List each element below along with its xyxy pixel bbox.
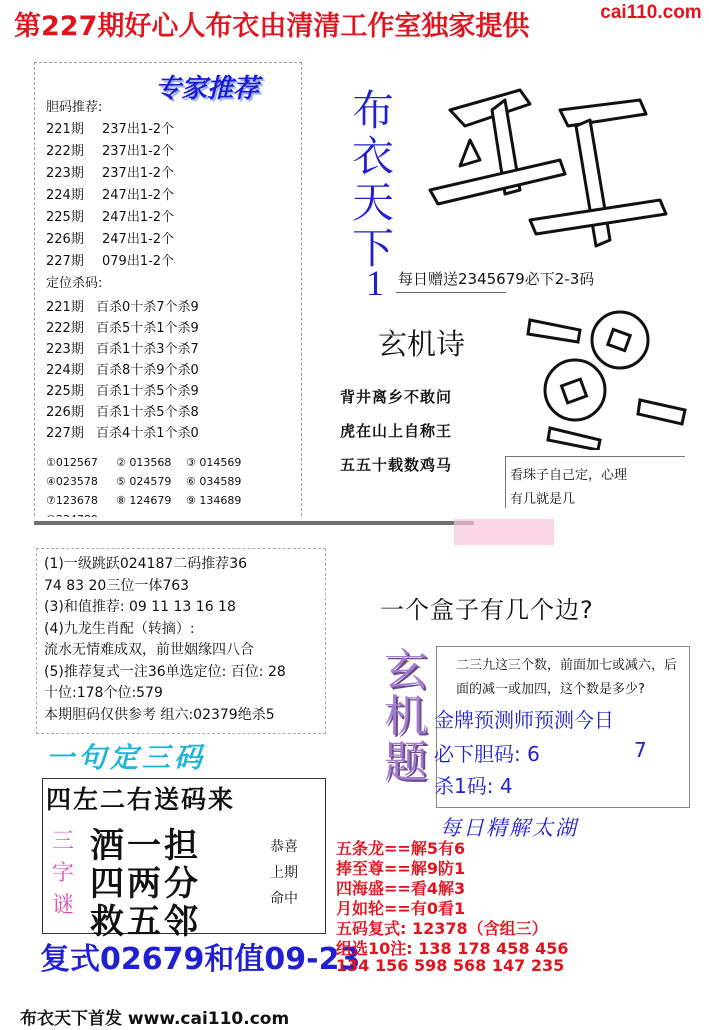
gift-line: 每日赠送2345679必下2-3码 — [398, 270, 595, 288]
group-item: ①012567 — [46, 456, 98, 469]
divider — [396, 292, 506, 293]
dan-value: 237出1-2个 — [102, 166, 175, 181]
fushi-line: 复式02679和值09-23 — [40, 942, 361, 977]
middle-left-line: 本期胆码仅供参考 组六:02379绝杀5 — [44, 706, 275, 723]
period-label: 221期 — [46, 300, 84, 315]
red-line: 五条龙==解5有6 — [336, 839, 466, 858]
dan-value: 079出1-2个 — [102, 254, 175, 269]
dan-value: 237出1-2个 — [102, 122, 175, 137]
group-item: ② 013568 — [116, 456, 172, 469]
period-label: 223期 — [46, 166, 84, 181]
kill-prediction: 杀1码: 4 — [434, 774, 513, 798]
kill-value: 百杀1十杀5个杀9 — [96, 384, 199, 399]
sanzi-label: 三字谜 — [51, 829, 74, 918]
kill-value: 百杀4十杀1个杀0 — [96, 426, 199, 441]
coins-icon — [520, 300, 690, 450]
dan-prediction-extra: 7 — [634, 738, 647, 762]
poem-line: 背井离乡不敢问 — [340, 388, 453, 406]
daily-hu-title: 每日精解太湖 — [440, 816, 578, 840]
group-item: ⑨ 134689 — [186, 494, 242, 507]
group-item: ⑧ 124679 — [116, 494, 172, 507]
page-title: 第227期好心人布衣由清清工作室独家提供 — [14, 11, 530, 42]
dan-value: 237出1-2个 — [102, 144, 175, 159]
red-line: 五码复式: 12378（含组三） — [336, 919, 548, 938]
riddle-line: 酒一担 — [90, 826, 201, 866]
middle-left-line: 十位:178个位:579 — [44, 685, 163, 701]
period-label: 225期 — [46, 384, 84, 399]
riddle-line: 救五邻 — [90, 902, 201, 942]
red-line: 捧至尊==解9防1 — [336, 859, 466, 878]
overlap-strip — [34, 517, 684, 545]
period-label: 223期 — [46, 342, 84, 357]
red-line: 组选10注: 138 178 458 456 — [336, 939, 569, 958]
period-label: 224期 — [46, 363, 84, 378]
dan-value: 247出1-2个 — [102, 188, 175, 203]
tip-line: 有几就是几 — [510, 492, 576, 507]
red-line: 134 156 598 568 147 235 — [336, 956, 565, 975]
kill-value: 百杀1十杀3个杀7 — [96, 342, 199, 357]
poem-title: 玄机诗 — [378, 327, 466, 361]
middle-left-line: (5)推荐复式一注36单选定位: 百位: 28 — [44, 663, 286, 680]
dan-label: 胆码推荐: — [46, 100, 103, 115]
period-label: 222期 — [46, 321, 84, 336]
kill-value: 百杀8十杀9个杀0 — [96, 363, 199, 378]
dan-prediction: 必下胆码: 6 — [434, 742, 540, 766]
predictor-line: 金牌预测师预测今日 — [434, 708, 614, 732]
dan-value: 247出1-2个 — [102, 232, 175, 247]
group-item: ⑤ 024579 — [116, 475, 172, 488]
period-label: 224期 — [46, 188, 84, 203]
middle-left-line: 74 83 20三位一体763 — [44, 577, 190, 594]
period-label: 222期 — [46, 144, 84, 159]
kill-value: 百杀0十杀7个杀9 — [96, 300, 199, 315]
site-badge[interactable]: cai110.com — [600, 2, 702, 23]
calligraphy-glyph-icon — [410, 70, 680, 270]
kill-label: 定位杀码: — [46, 276, 103, 291]
period-label: 227期 — [46, 254, 84, 269]
buyi-number: 1 — [366, 263, 384, 303]
red-line: 月如轮==有0看1 — [336, 899, 466, 918]
buyi-title: 布衣天下 — [352, 86, 395, 273]
period-label: 226期 — [46, 405, 84, 420]
group-item: ④023578 — [46, 475, 98, 488]
period-label: 225期 — [46, 210, 84, 225]
period-label: 221期 — [46, 122, 84, 137]
question-line: 二三九这三个数，前面加七或减六，后 — [456, 658, 678, 673]
middle-left-line: (3)和值推荐: 09 11 13 16 18 — [44, 599, 236, 615]
kill-value: 百杀5十杀1个杀9 — [96, 321, 199, 336]
tip-line: 看珠子自己定，心理 — [510, 468, 628, 483]
dan-value: 247出1-2个 — [102, 210, 175, 225]
middle-left-line: (4)九龙生肖配（转摘）: — [44, 620, 195, 637]
poem-line: 五五十载数鸡马 — [340, 456, 453, 474]
congrats-line: 命中 — [270, 891, 298, 907]
congrats-line: 上期 — [270, 865, 298, 881]
kill-value: 百杀1十杀5个杀8 — [96, 405, 199, 420]
xuanji-ti-label: 玄机题 — [384, 645, 428, 788]
question-line: 面的减一或加四，这个数是多少? — [456, 682, 645, 697]
group-item: ⑥ 034589 — [186, 475, 242, 488]
poem-line: 虎在山上自称王 — [340, 422, 453, 440]
box-question: 一个盒子有几个边? — [380, 596, 594, 624]
period-label: 226期 — [46, 232, 84, 247]
expert-title: 专家推荐 — [154, 74, 259, 104]
middle-left-line: 流水无情难成双，前世姻缘四八合 — [44, 642, 254, 658]
footer[interactable]: 布衣天下首发 www.cai110.com — [20, 1009, 290, 1029]
group-item: ③ 014569 — [186, 456, 242, 469]
one-sentence-subtitle: 四左二右送码来 — [46, 785, 236, 814]
period-label: 227期 — [46, 426, 84, 441]
middle-left-line: (1)一级跳跃024187二码推荐36 — [44, 556, 248, 572]
congrats-line: 恭喜 — [270, 839, 298, 855]
red-line: 四海盛==看4解3 — [336, 879, 466, 898]
group-item: ⑦123678 — [46, 494, 98, 507]
one-sentence-title: 一句定三码 — [46, 741, 207, 774]
riddle-line: 四两分 — [90, 864, 201, 904]
